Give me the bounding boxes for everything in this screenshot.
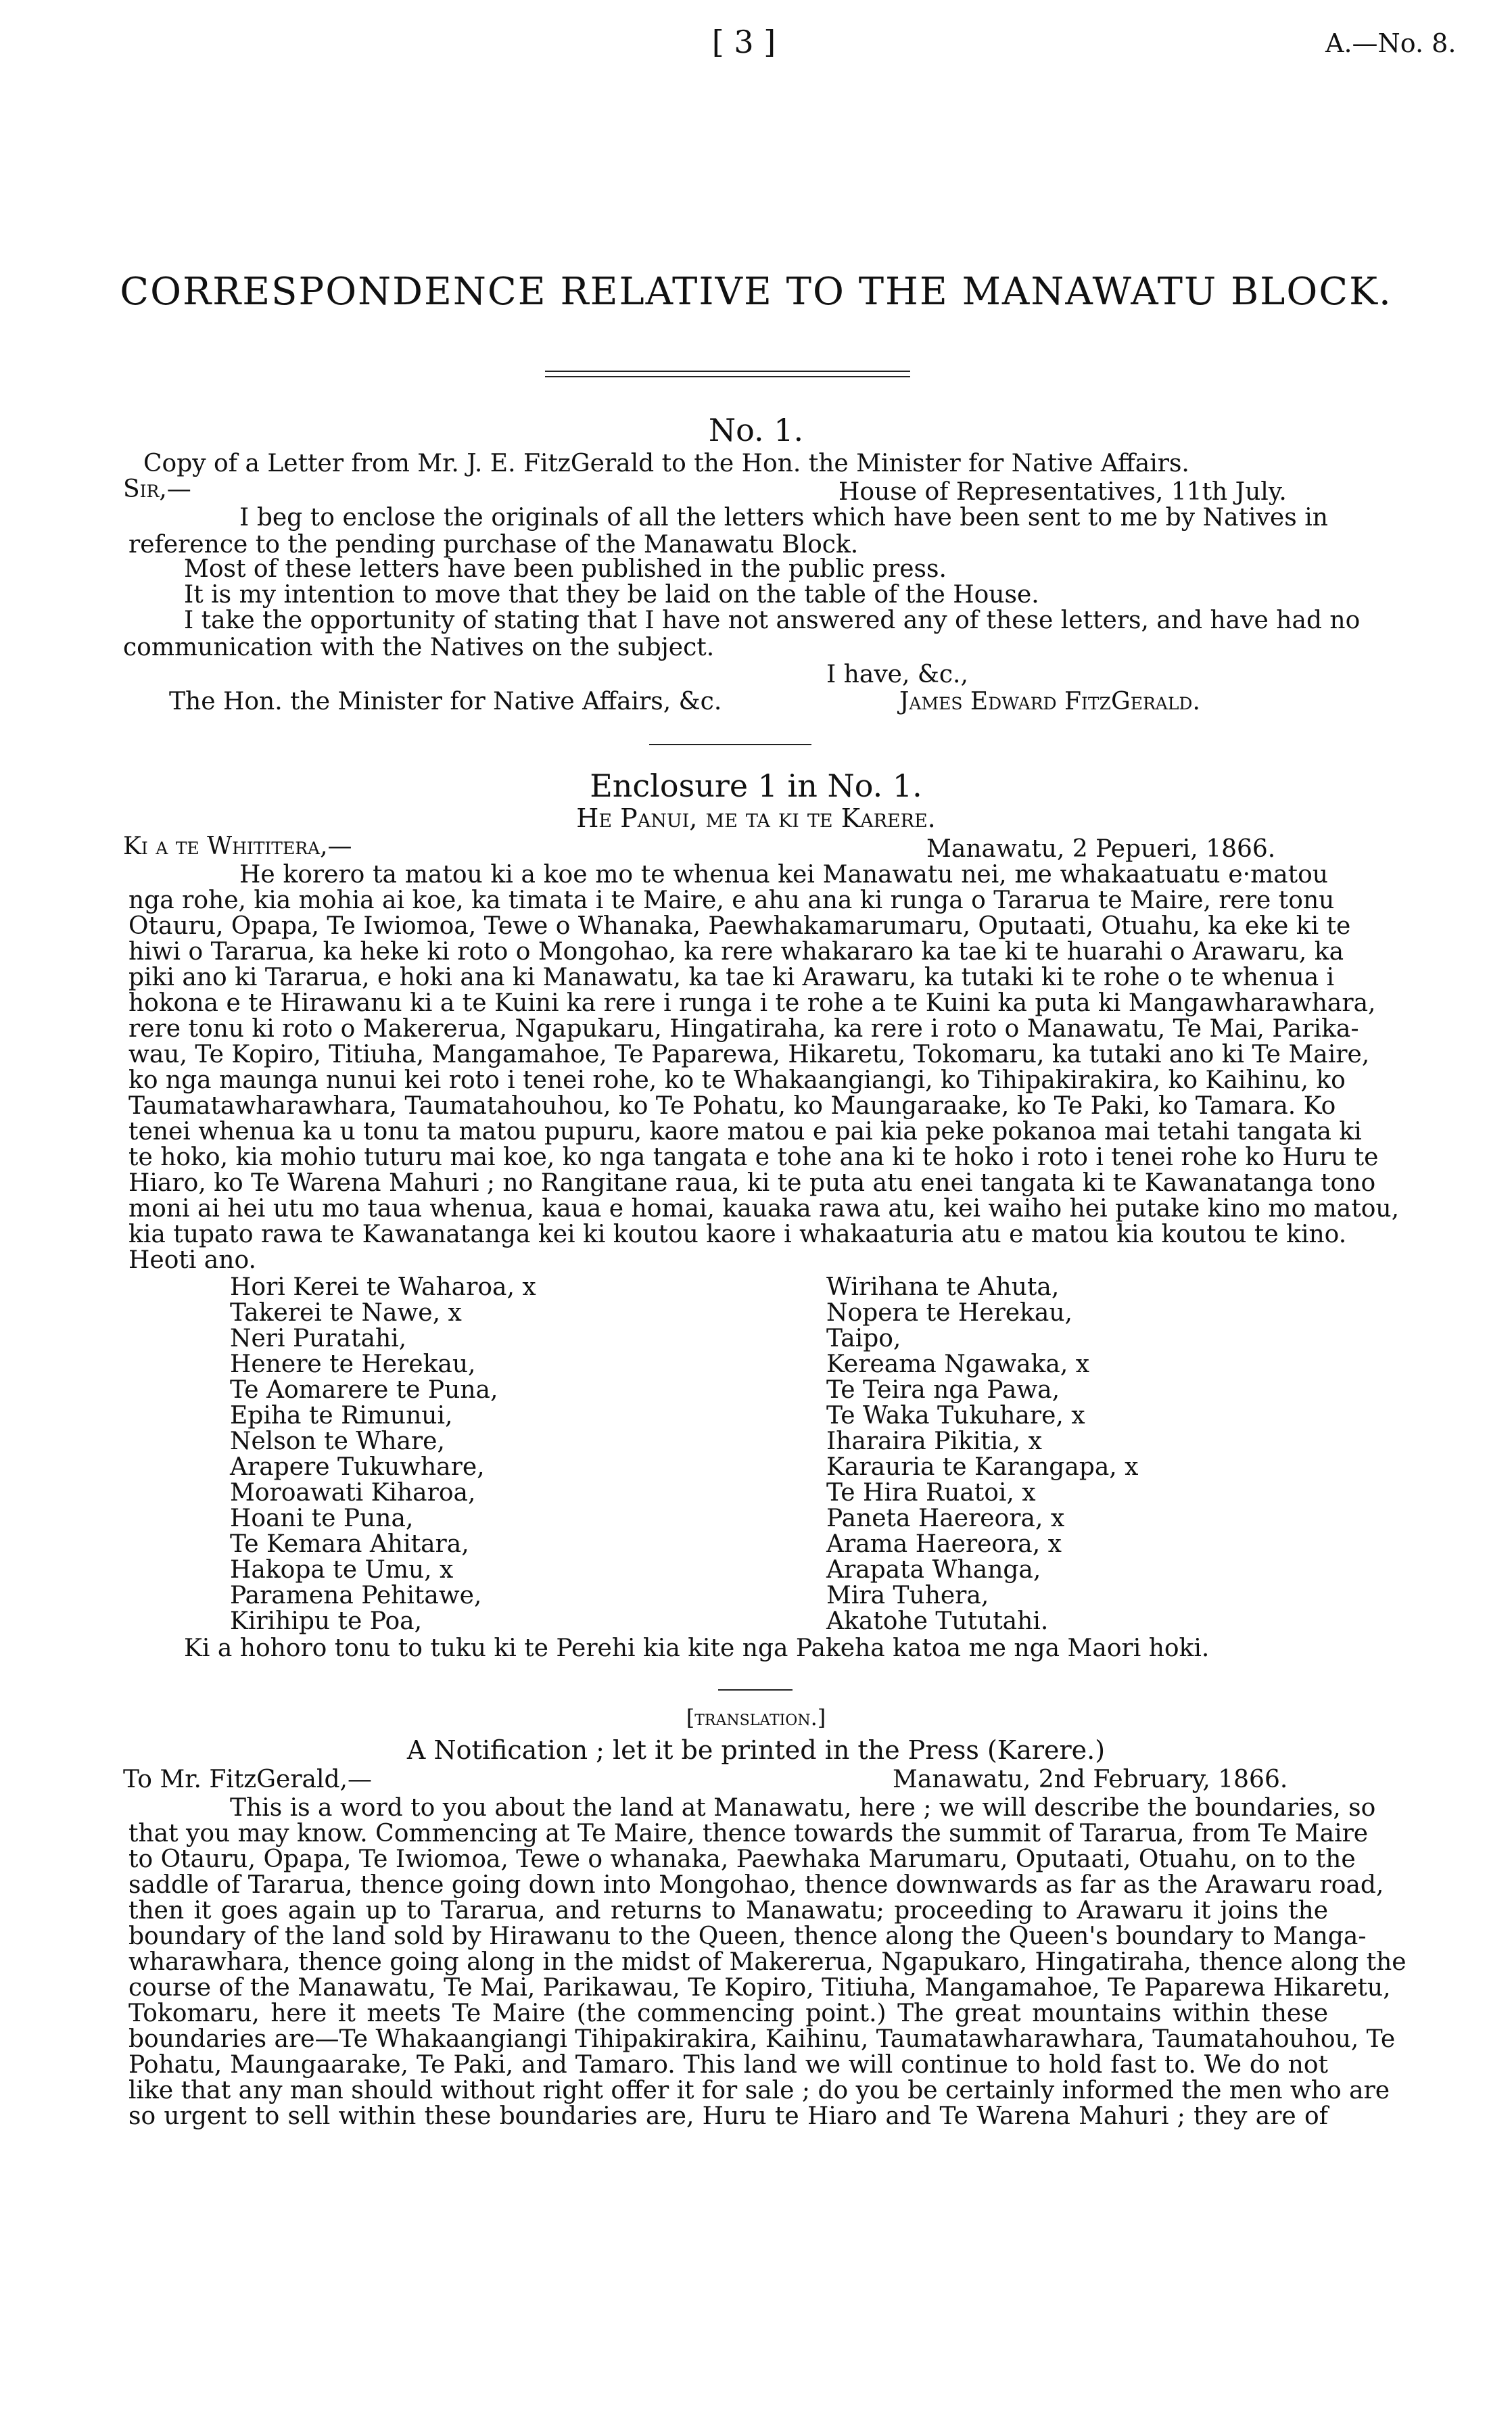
signatory: Nelson te Whare, [230,1428,445,1455]
paragraph: communication with the Natives on the subject. [123,634,715,661]
paragraph: reference to the pending purchase of the Manawatu Block. [128,531,859,559]
signatory: Arapere Tukuwhare, [230,1453,485,1481]
signatory: Te Kemara Ahitara, [230,1530,469,1558]
signatory: Moroawati Kiharoa, [230,1479,476,1507]
signatory: Epiha te Rimunui, [230,1402,453,1430]
enclosure-subheading: He Panui, me ta ki te Karere. [576,803,936,833]
signatory: Te Aomarere te Puna, [230,1376,498,1404]
paragraph: Most of these letters have been published in the public press. [184,555,947,583]
signatory: Hori Kerei te Waharoa, x [230,1273,536,1301]
signatory: Arapata Whanga, [826,1556,1041,1584]
body-line: moni ai hei utu mo taua whenua, kaua e homai, kauaka rawa atu, kei waiho hei putake kino mo matou, [128,1195,1400,1223]
body-line: wau, Te Kopiro, Titiuha, Mangamahoe, Te Paparewa, Hikaretu, Tokomaru, ka tutaki ano ki Te Maire, [128,1041,1370,1068]
signatory: Kirihipu te Poa, [230,1607,423,1635]
paragraph: I take the opportunity of stating that I have not answered any of these letters, and have had no [184,607,1361,634]
body-line: Tokomaru, here it meets Te Maire (the commencing point.) The great mountains within these [128,2000,1328,2027]
paragraph: It is my intention to move that they be laid on the table of the House. [184,581,1039,609]
letter-subtitle: Copy of a Letter from Mr. J. E. FitzGerald to the Hon. the Minister for Native Affairs. [143,450,1189,477]
signatory: Nopera te Herekau, [826,1299,1072,1327]
title-divider [545,371,910,372]
signatory: Te Waka Tukuhare, x [826,1402,1085,1430]
enclosure-footnote: Ki a hohoro tonu to tuku ki te Perehi kia kite nga Pakeha katoa me nga Maori hoki. [184,1634,1210,1662]
translation-label: [translation.] [686,1705,826,1730]
translation-heading: A Notification ; let it be printed in the Press (Karere.) [406,1735,1106,1765]
enclosure-place-date: Manawatu, 2 Pepueri, 1866. [926,835,1276,863]
signatory: Hoani te Puna, [230,1505,414,1532]
body-line: boundary of the land sold by Hirawanu to the Queen, thence along the Queen's boundary to Manga- [128,1923,1367,1950]
body-line: to Otauru, Opapa, Te Iwiomoa, Tewe o whanaka, Paewhaka Marumaru, Oputaati, Otuahu, on to the [128,1845,1356,1873]
translation-place-date: Manawatu, 2nd February, 1866. [893,1766,1288,1793]
signatory: Karauria te Karangapa, x [826,1453,1139,1481]
body-line: He korero ta matou ki a koe mo te whenua kei Manawatu nei, me whakaatuatu e·matou [239,861,1328,889]
document-reference: A.—No. 8. [1325,28,1457,58]
signatory: Paramena Pehitawe, [230,1582,482,1609]
body-line: Otauru, Opapa, Te Iwiomoa, Tewe o Whanaka, Paewhakamarumaru, Oputaati, Otuahu, ka eke ki te [128,912,1351,940]
page-number: [ 3 ] [711,24,776,60]
signature: James Edward FitzGerald. [899,688,1200,715]
signatory: Kereama Ngawaka, x [826,1350,1090,1378]
signatory: Mira Tuhera, [826,1582,989,1609]
signatory: Akatohe Tututahi. [826,1607,1049,1635]
signatory: Henere te Herekau, [230,1350,476,1378]
enclosure-recipient: Ki a te Whititera,— [123,832,352,860]
body-line: This is a word to you about the land at Manawatu, here ; we will describe the boundaries, so [230,1794,1376,1822]
body-line: saddle of Tararua, thence going down into Mongohao, thence downwards as far as the Arawaru road, [128,1871,1384,1899]
translation-divider [718,1689,793,1691]
body-line: Hiaro, ko Te Warena Mahuri ; no Rangitane raua, ki te puta atu enei tangata ki te Kawanatanga tono [128,1169,1376,1197]
body-line: like that any man should without right offer it for sale ; do you be certainly informed the men who are [128,2077,1390,2104]
body-line: Heoti ano. [128,1246,256,1274]
body-line: that you may know. Commencing at Te Maire, thence towards the summit of Tararua, from Te Maire [128,1820,1369,1847]
body-line: Pohatu, Maungaarake, Te Paki, and Tamaro. This land we will continue to hold fast to. We do not [128,2051,1328,2079]
body-line: wharawhara, thence going along in the midst of Makererua, Ngapukaro, Hingatiraha, thence along the [128,1948,1407,1976]
signatory: Wirihana te Ahuta, [826,1273,1060,1301]
signatory: Neri Puratahi, [230,1325,407,1352]
signatory: Te Teira nga Pawa, [826,1376,1060,1404]
addressee: The Hon. the Minister for Native Affairs, &c. [169,688,722,715]
body-line: ko nga maunga nunui kei roto i tenei rohe, ko te Whakaangiangi, ko Tihipakirakira, ko Kaihinu, ko [128,1066,1346,1094]
body-line: hokona e te Hirawanu ki a te Kuini ka rere i runga i te rohe a te Kuini ka puta ki Mangawharawhara, [128,989,1376,1017]
signatory: Hakopa te Umu, x [230,1556,454,1584]
body-line: course of the Manawatu, Te Mai, Parikawau, Te Kopiro, Titiuha, Mangamahoe, Te Paparewa Hikaretu, [128,1974,1391,2002]
body-line: nga rohe, kia mohia ai koe, ka timata i te Maire, e ahu ana ki runga o Tararua te Maire, rere tonu [128,887,1335,914]
signatory: Taipo, [826,1325,901,1352]
letter-heading: No. 1. [708,412,804,448]
body-line: te hoko, kia mohio tuturu mai koe, ko nga tangata e tohe ana ki te hoko i roto i tenei rohe ko Huru te [128,1144,1379,1171]
translation-recipient: To Mr. FitzGerald,— [123,1766,372,1793]
signatory: Paneta Haereora, x [826,1505,1065,1532]
page-title: CORRESPONDENCE RELATIVE TO THE MANAWATU BLOCK. [120,270,1392,314]
body-line: kia tupato rawa te Kawanatanga kei ki koutou kaore i whakaaturia atu e matou kia koutou te kino. [128,1221,1347,1248]
signatory: Iharaira Pikitia, x [826,1428,1042,1455]
letter-place-date: House of Representatives, 11th July. [838,478,1287,506]
body-line: piki ano ki Tararua, e hoki ana ki Manawatu, ka tae ki Arawaru, ka tutaki ki te rohe o te whenua i [128,964,1335,991]
body-line: so urgent to sell within these boundaries are, Huru te Hiaro and Te Warena Mahuri ; they are of [128,2102,1328,2130]
enclosure-heading: Enclosure 1 in No. 1. [590,768,922,804]
signatory: Te Hira Ruatoi, x [826,1479,1036,1507]
signatory: Arama Haereora, x [826,1530,1062,1558]
signatory: Takerei te Nawe, x [230,1299,462,1327]
body-line: tenei whenua ka u tonu ta matou pupuru, kaore matou e pai kia peke pokanoa mai tetahi tangata ki [128,1118,1362,1146]
body-line: then it goes again up to Tararua, and returns to Manawatu; proceeding to Arawaru it joins the [128,1897,1328,1925]
body-line: hiwi o Tararua, ka heke ki roto o Mongohao, ka rere whakararo ka tae ki te huarahi o Arawaru, ka [128,938,1344,966]
paragraph: I beg to enclose the originals of all the letters which have been sent to me by Natives in [239,504,1328,532]
body-line: boundaries are—Te Whakaangiangi Tihipakirakira, Kaihinu, Taumatawharawhara, Taumatahouhou, Te [128,2025,1396,2053]
closing: I have, &c., [826,661,968,688]
body-line: Taumatawharawhara, Taumatahouhou, ko Te Pohatu, ko Maungaraake, ko Te Paki, ko Tamara. Ko [128,1092,1336,1120]
salutation: Sir,— [123,475,191,503]
section-divider [649,744,811,745]
title-divider-2 [545,376,910,377]
body-line: rere tonu ki roto o Makererua, Ngapukaru, Hingatiraha, ka rere i roto o Manawatu, Te Mai, Parika- [128,1015,1359,1043]
